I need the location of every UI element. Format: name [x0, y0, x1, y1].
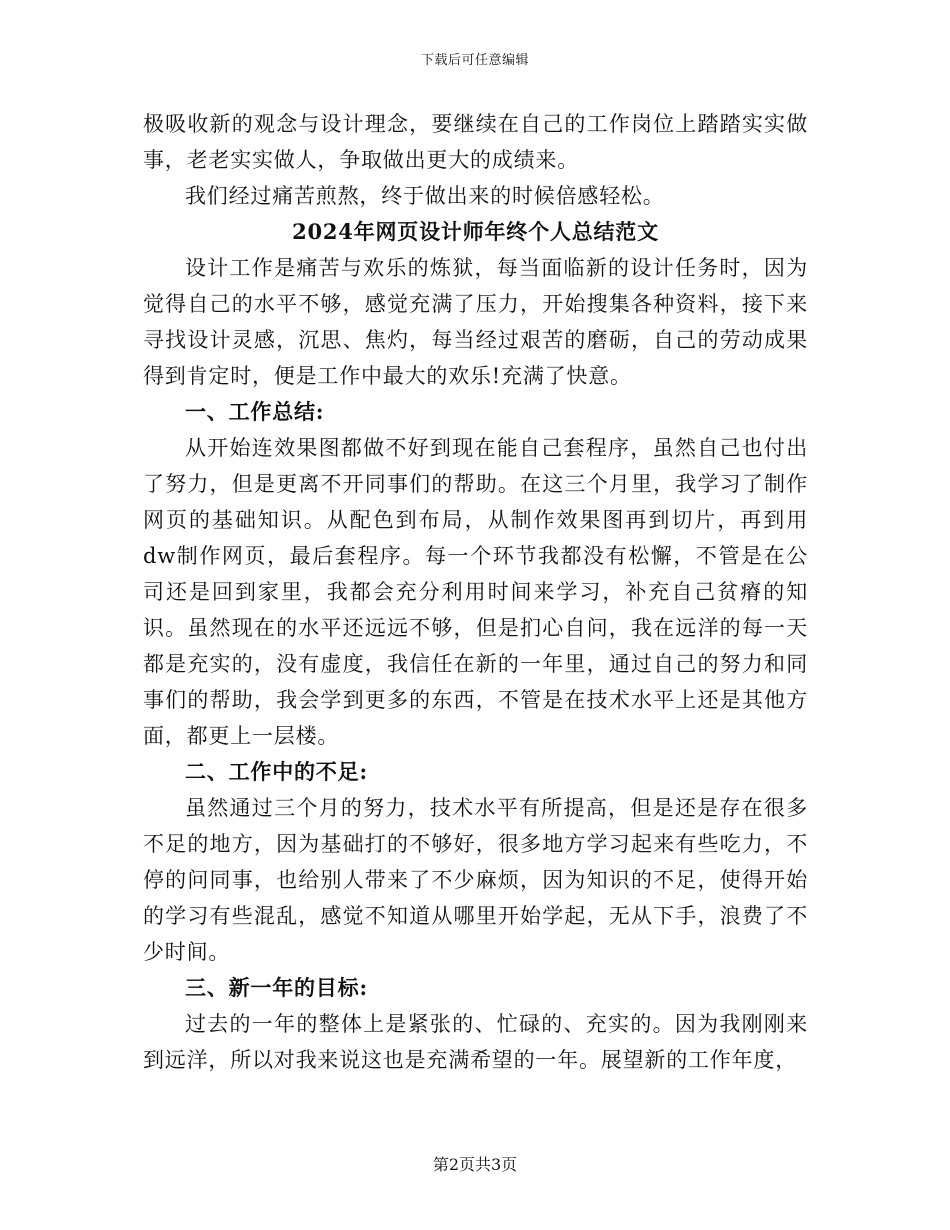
- section-paragraph-shortcomings: 虽然通过三个月的努力，技术水平有所提高，但是还是存在很多不足的地方，因为基础打的不够好，很多地方学习起来有些吃力，不停的问同事，也给别人带来了不少麻烦，因为知识的不足，使得开始的学习有些混乱，感觉不知道从哪里开始学起，无从下手，浪费了不少时间。: [143, 796, 808, 964]
- page-number-footer: 第2页共3页: [432, 1155, 518, 1174]
- section-paragraph-work-summary: 从开始连效果图都做不好到现在能自己套程序，虽然自己也付出了努力，但是更离不开同事们的帮助。在这三个月里，我学习了制作网页的基础知识。从配色到布局，从制作效果图再到切片，再到用dw制作网页，最后套程序。每一个环节我都没有松懈，不管是在公司还是回到家里，我都会充分利用时间来学习，补充自己贫瘠的知识。虽然现在的水平还远远不够，但是扪心自问，我在远洋的每一天都是充实的，没有虚度，我信任在新的一年里，通过自己的努力和同事们的帮助，我会学到更多的东西，不管是在技术水平上还是其他方面，都更上一层楼。: [143, 436, 808, 748]
- section-paragraph-new-year-goals: 过去的一年的整体上是紧张的、忙碌的、充实的。因为我刚刚来到远洋，所以对我来说这也是充满希望的一年。展望新的工作年度，: [143, 1012, 808, 1072]
- continued-paragraph: 极吸收新的观念与设计理念，要继续在自己的工作岗位上踏踏实实做事，老老实实做人，争取做出更大的成绩来。: [143, 112, 808, 172]
- intro-paragraph: 设计工作是痛苦与欢乐的炼狱，每当面临新的设计任务时，因为觉得自己的水平不够，感觉充满了压力，开始搜集各种资料，接下来寻找设计灵感，沉思、焦灼，每当经过艰苦的磨砺，自己的劳动成果得到肯定时，便是工作中最大的欢乐!充满了快意。: [143, 256, 808, 388]
- closing-paragraph: 我们经过痛苦煎熬，终于做出来的时候倍感轻松。: [185, 184, 665, 208]
- document-body: [143, 106, 808, 1078]
- section-heading-new-year-goals: 三、新一年的目标:: [185, 975, 368, 1000]
- section-heading-work-summary: 一、工作总结:: [185, 399, 325, 424]
- page-header: 下载后可任意编辑: [420, 53, 529, 68]
- document-title: 2024年网页设计师年终个人总结范文: [292, 219, 659, 244]
- section-heading-shortcomings: 二、工作中的不足:: [185, 759, 368, 784]
